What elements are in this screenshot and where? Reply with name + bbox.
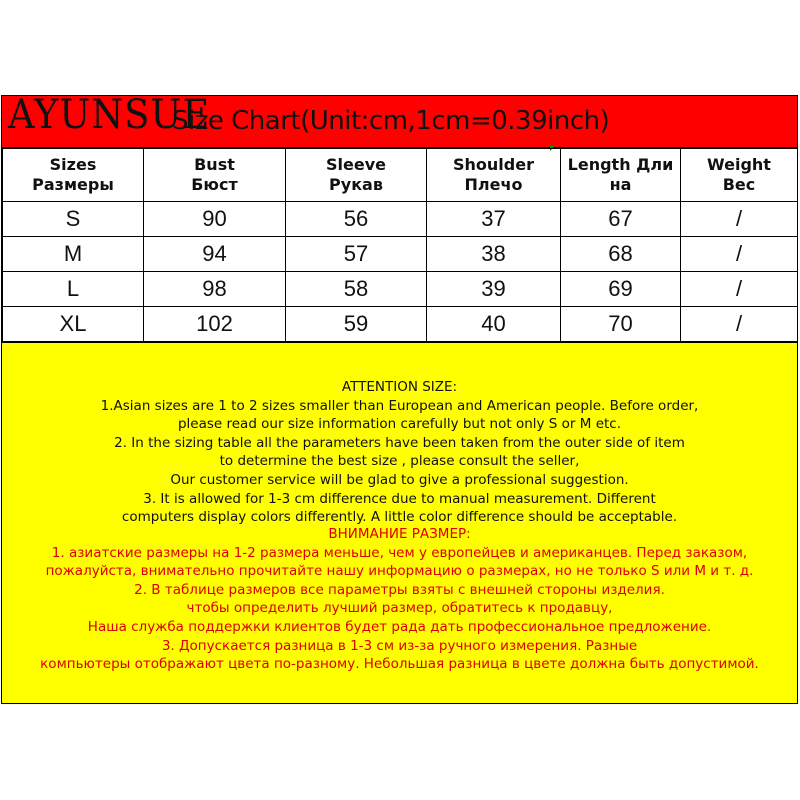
header-sizes: Sizes Размеры bbox=[3, 149, 144, 202]
cell-bust: 102 bbox=[144, 307, 286, 342]
attention-line-ru: 2. В таблице размеров все параметры взяты с внешней стороны изделия. bbox=[134, 581, 665, 598]
table-row bbox=[3, 237, 798, 272]
size-table bbox=[2, 148, 798, 342]
attention-line: computers display colors differently. A little color difference should be acceptable. bbox=[121, 509, 678, 526]
header-weight: Weight Вес bbox=[681, 149, 798, 202]
attention-line: 3. It is allowed for 1-3 cm difference due to manual measurement. Different bbox=[143, 490, 656, 507]
title-bar bbox=[2, 92, 797, 148]
attention-heading-ru: ВНИМАНИЕ РАЗМЕР: bbox=[328, 526, 471, 542]
cell-weight: / bbox=[681, 307, 798, 342]
attention-line: please read our size information carefully but not only S or M etc. bbox=[177, 416, 622, 433]
attention-line-ru: 1. азиатские размеры на 1-2 размера меньше, чем у европейцев и американцев. Перед заказом, bbox=[51, 544, 748, 561]
header-sleeve: Sleeve Рукав bbox=[286, 149, 427, 202]
cell-weight: / bbox=[681, 202, 798, 237]
table-header-row bbox=[3, 149, 798, 202]
cell-length: 69 bbox=[561, 272, 681, 307]
header-length: Length Дли на bbox=[561, 149, 681, 202]
cell-size: XL bbox=[3, 307, 144, 342]
chart-title: Size Chart(Unit:cm,1cm=0.39inch) bbox=[172, 106, 610, 136]
cell-sleeve: 58 bbox=[286, 272, 427, 307]
cell-size: M bbox=[3, 237, 144, 272]
table-row bbox=[3, 272, 798, 307]
cell-shoulder: 40 bbox=[427, 307, 561, 342]
cell-size: L bbox=[3, 272, 144, 307]
cell-length: 67 bbox=[561, 202, 681, 237]
size-chart bbox=[1, 92, 798, 704]
table-row bbox=[3, 307, 798, 342]
attention-line-ru: чтобы определить лучший размер, обратитесь к продавцу, bbox=[186, 600, 613, 617]
cell-shoulder: 39 bbox=[427, 272, 561, 307]
header-shoulder: Shoulder Плечо bbox=[427, 149, 561, 202]
cell-sleeve: 56 bbox=[286, 202, 427, 237]
cell-sleeve: 59 bbox=[286, 307, 427, 342]
header-bust: Bust Бюст bbox=[144, 149, 286, 202]
attention-line-ru: пожалуйста, внимательно прочитайте нашу информацию о размерах, но не только S или M и т. д. bbox=[45, 563, 754, 580]
attention-line-ru: Наша служба поддержки клиентов будет рада дать профессиональное предложение. bbox=[87, 618, 712, 635]
table-row bbox=[3, 202, 798, 237]
attention-panel bbox=[2, 342, 797, 703]
cell-sleeve: 57 bbox=[286, 237, 427, 272]
attention-english bbox=[2, 378, 797, 527]
cell-bust: 98 bbox=[144, 272, 286, 307]
attention-line-ru: компьютеры отображают цвета по-разному. Небольшая разница в цвете должна быть допустимой. bbox=[40, 656, 759, 673]
cell-bust: 94 bbox=[144, 237, 286, 272]
attention-russian bbox=[2, 525, 797, 674]
cell-weight: / bbox=[681, 272, 798, 307]
cell-shoulder: 38 bbox=[427, 237, 561, 272]
cell-size: S bbox=[3, 202, 144, 237]
attention-line-ru: 3. Допускается разница в 1-3 см из-за ручного измерения. Разные bbox=[161, 637, 638, 654]
cell-length: 68 bbox=[561, 237, 681, 272]
attention-line: to determine the best size , please consult the seller, bbox=[219, 453, 580, 470]
cell-bust: 90 bbox=[144, 202, 286, 237]
cell-shoulder: 37 bbox=[427, 202, 561, 237]
attention-line: 2. In the sizing table all the parameters have been taken from the outer side of item bbox=[114, 434, 685, 451]
attention-heading: ATTENTION SIZE: bbox=[341, 379, 458, 395]
brand-logo: AYUNSUE bbox=[8, 92, 211, 138]
cell-weight: / bbox=[681, 237, 798, 272]
cell-length: 70 bbox=[561, 307, 681, 342]
attention-line: Our customer service will be glad to give a professional suggestion. bbox=[170, 471, 629, 488]
attention-line: 1.Asian sizes are 1 to 2 sizes smaller than European and American people. Before order, bbox=[100, 397, 699, 414]
